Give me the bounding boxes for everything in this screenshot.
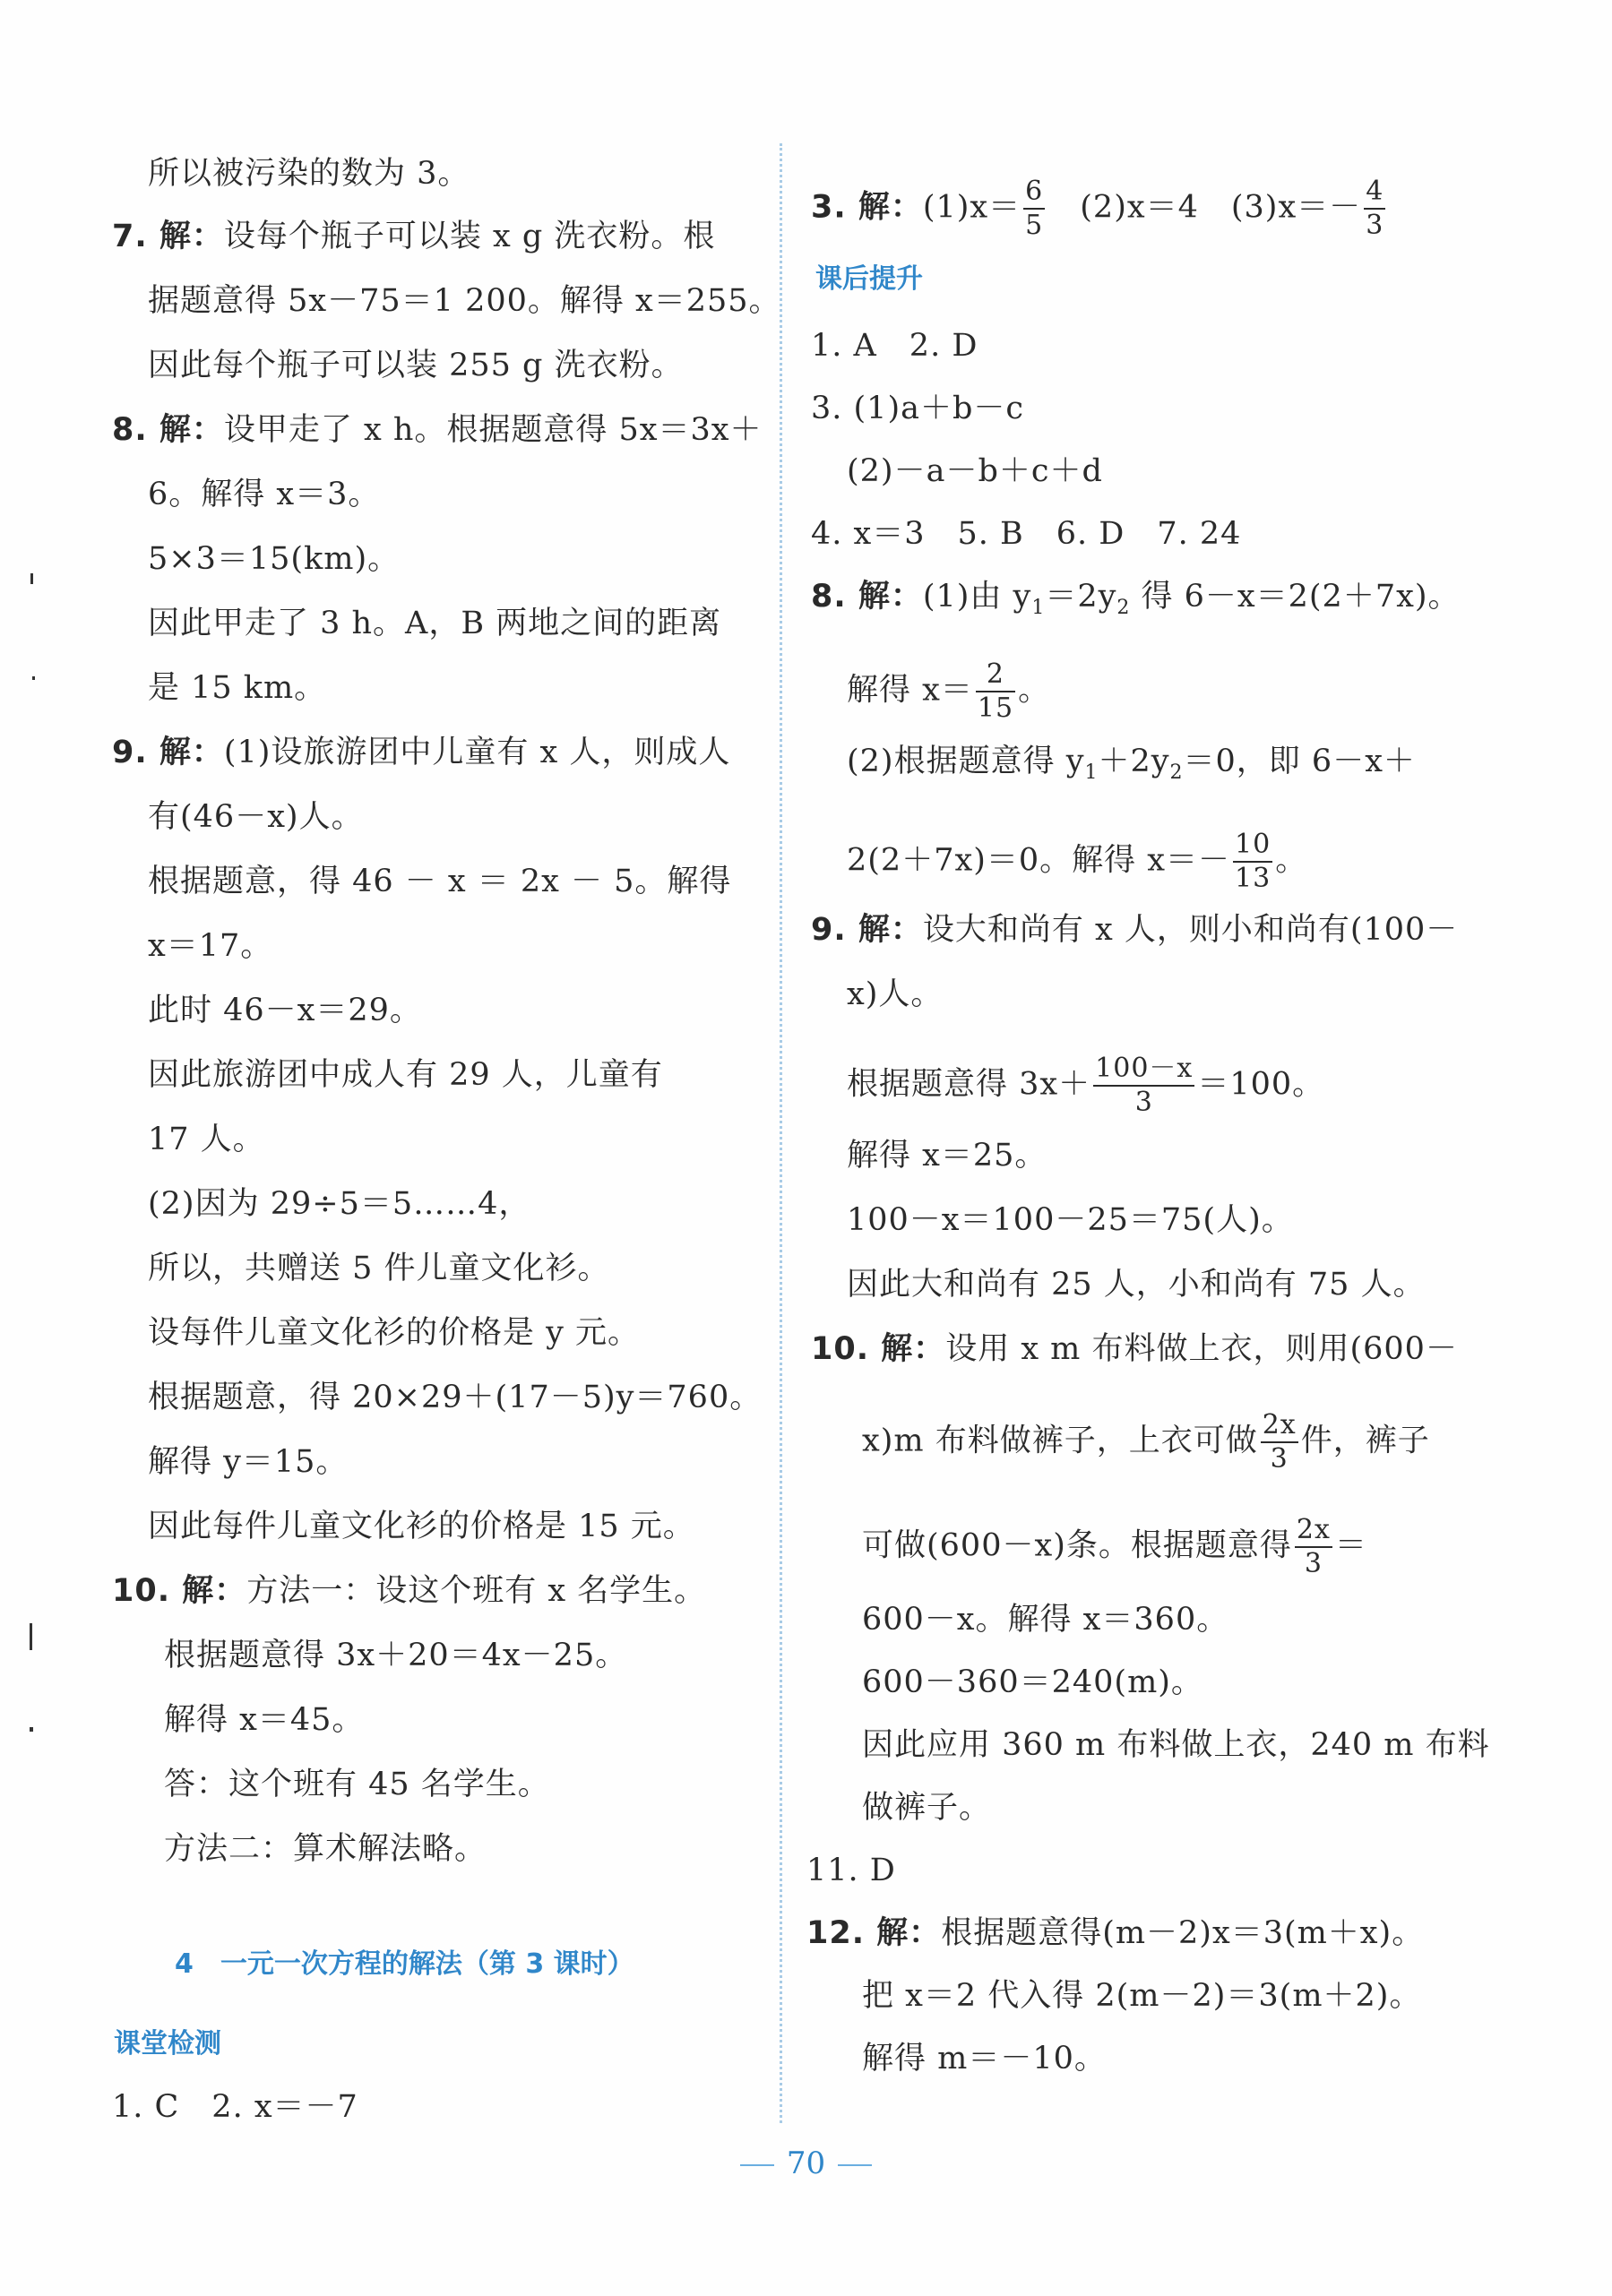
question-12 — [806, 1913, 1424, 1953]
fraction-denominator: 13 — [1235, 863, 1271, 894]
text-line: x＝17。 — [148, 928, 273, 964]
text-line — [862, 1514, 1367, 1580]
column-divider — [780, 143, 782, 2123]
question-10 — [112, 1571, 706, 1611]
text-line: 5×3＝15(km)。 — [148, 541, 401, 577]
question-number: 3. 解： — [811, 189, 923, 226]
lesson-title: 4 一元一次方程的解法（第 3 课时） — [175, 1948, 634, 1980]
page-number-dash — [838, 2164, 872, 2166]
text-line: 所以被污染的数为 3。 — [148, 156, 470, 192]
scan-mark — [30, 1623, 32, 1650]
fraction-denominator: 5 — [1025, 210, 1044, 241]
text-segment: ＝100。 — [1197, 1066, 1325, 1103]
section-heading: 课堂检测 — [114, 2028, 221, 2060]
text-line: 据题意得 5x－75＝1 200。解得 x＝255。 — [148, 283, 781, 319]
fraction — [1023, 176, 1045, 242]
text-line: 3. (1)a＋b－c — [811, 391, 1024, 426]
question-number: 8. 解： — [811, 579, 923, 615]
question-number: 12. 解： — [806, 1915, 942, 1951]
question-9 — [112, 733, 730, 772]
question-8 — [112, 410, 763, 450]
text-line: 所以，共赠送 5 件儿童文化衫。 — [148, 1251, 610, 1286]
text-line: 因此每个瓶子可以装 255 g 洗衣粉。 — [148, 348, 684, 383]
page-number-value: 70 — [786, 2146, 826, 2181]
text-segment: 解得 x＝ — [847, 672, 973, 709]
text-line: 因此每件儿童文化衫的价格是 15 元。 — [148, 1509, 695, 1544]
text-segment: 可做(600－x)条。根据题意得 — [862, 1527, 1292, 1564]
text-segment: (1)由 y — [922, 579, 1032, 615]
text-segment: ＝0，即 6－x＋ — [1183, 744, 1416, 779]
page-number-dash — [740, 2164, 774, 2166]
text-segment: (2)x＝4 (3)x＝－ — [1080, 189, 1362, 226]
text-line: x)人。 — [847, 976, 944, 1012]
fraction-denominator: 15 — [977, 692, 1014, 724]
text-line: 方法二：算术解法略。 — [164, 1831, 487, 1867]
text-line: 答：这个班有 45 名学生。 — [164, 1767, 550, 1802]
text-line: 因此应用 360 m 布料做上衣，240 m 布料 — [862, 1727, 1490, 1763]
scan-mark — [30, 1727, 33, 1732]
text-segment: 根据题意得(m－2)x＝3(m＋x)。 — [941, 1915, 1425, 1951]
fraction-numerator: 10 — [1233, 829, 1272, 863]
fraction — [1093, 1053, 1194, 1119]
text-line — [847, 1053, 1324, 1119]
text-segment: 得 6－x＝2(2＋7x)。 — [1130, 579, 1461, 615]
text-segment: 设用 x m 布料做上衣，则用(600－ — [945, 1331, 1458, 1367]
text-line: 6。解得 x＝3。 — [148, 477, 381, 512]
fraction — [1233, 829, 1272, 895]
text-segment: 件，裤子 — [1300, 1423, 1430, 1459]
text-line: 根据题意得 3x＋20＝4x－25。 — [164, 1638, 628, 1673]
text-segment: x)m 布料做裤子，上衣可做 — [862, 1423, 1258, 1459]
subscript: 2 — [1116, 597, 1131, 619]
text-line: 1. C 2. x＝－7 — [112, 2089, 358, 2125]
fraction-denominator: 3 — [1304, 1548, 1323, 1579]
fraction — [976, 658, 1015, 725]
fraction — [1295, 1514, 1332, 1580]
text-line: 此时 46－x＝29。 — [148, 993, 422, 1028]
text-line: 17 人。 — [148, 1122, 265, 1157]
text-line: 解得 x＝ $\frac{2}{15}$ 。 — [847, 658, 1051, 724]
text-line: (2)－a－b＋c＋d — [847, 453, 1103, 489]
text-segment: ＝ — [1334, 1527, 1367, 1564]
question-10 — [811, 1329, 1458, 1369]
text-line: 根据题意，得 46 － x ＝ 2x － 5。解得 — [148, 864, 732, 899]
scan-mark — [32, 676, 35, 680]
subscript: 2 — [1169, 761, 1184, 784]
text-line: 1. A 2. D — [811, 328, 978, 364]
fraction-numerator: 100－x — [1093, 1053, 1194, 1087]
text-line: 解得 y＝15。 — [148, 1444, 349, 1480]
question-3 — [811, 176, 1388, 242]
question-number: 8. 解： — [112, 412, 224, 448]
text-line: 因此旅游团中成人有 29 人，儿童有 — [148, 1057, 663, 1093]
fraction — [1364, 176, 1385, 242]
text-line: 解得 x＝45。 — [164, 1702, 365, 1738]
fraction-numerator: 4 — [1364, 176, 1385, 210]
text-line: 是 15 km。 — [148, 670, 327, 706]
text-line: 解得 x＝25。 — [847, 1138, 1047, 1174]
text-line: 100－x＝100－25＝75(人)。 — [847, 1202, 1294, 1238]
text-line: 因此大和尚有 25 人，小和尚有 75 人。 — [847, 1267, 1426, 1303]
text-segment: ＋2y — [1098, 744, 1170, 779]
fraction-denominator: 3 — [1366, 210, 1384, 241]
text-line: 方法一：设这个班有 x 名学生。 — [246, 1573, 707, 1609]
text-segment: (1)x＝ — [922, 189, 1022, 226]
text-line: 11. D — [806, 1853, 896, 1888]
text-line: (2)因为 29÷5＝5……4， — [148, 1186, 531, 1222]
subscript: 1 — [1084, 761, 1099, 784]
question-number: 10. 解： — [112, 1573, 247, 1609]
text-line: 设每件儿童文化衫的价格是 y 元。 — [148, 1315, 641, 1351]
text-line — [847, 742, 1416, 793]
section-heading: 课后提升 — [815, 263, 923, 295]
text-line: 根据题意，得 20×29＋(17－5)y＝760。 — [148, 1380, 763, 1415]
fraction — [1261, 1409, 1298, 1475]
page-number — [0, 2146, 1612, 2181]
fraction-numerator: 2x — [1261, 1409, 1298, 1443]
text-line: 4. x＝3 5. B 6. D 7. 24 — [811, 516, 1242, 552]
text-line: 把 x＝2 代入得 2(m－2)＝3(m＋2)。 — [862, 1978, 1422, 2014]
question-number: 7. 解： — [112, 219, 224, 254]
fraction-numerator: 2x — [1295, 1514, 1332, 1548]
text-line: 设每个瓶子可以装 x g 洗衣粉。根 — [223, 219, 716, 254]
fraction-denominator: 3 — [1270, 1443, 1289, 1475]
text-segment: 2(2＋7x)＝0。解得 x＝－ — [847, 842, 1230, 879]
scan-mark — [30, 573, 33, 584]
question-number: 10. 解： — [811, 1331, 946, 1367]
text-line: 600－360＝240(m)。 — [862, 1664, 1203, 1700]
text-segment: ＝2y — [1045, 579, 1117, 615]
text-line: (1)设旅游团中儿童有 x 人，则成人 — [223, 735, 731, 770]
question-number: 9. 解： — [112, 735, 224, 770]
text-line: 2(2＋7x)＝0。解得 x＝－ $\frac{10}{13}$ 。 — [847, 829, 1308, 894]
text-line: 设甲走了 x h。根据题意得 5x＝3x＋ — [223, 412, 763, 448]
question-number: 9. 解： — [811, 912, 923, 948]
fraction-numerator: 2 — [976, 658, 1015, 692]
text-line: 600－x。解得 x＝360。 — [862, 1602, 1229, 1638]
text-segment: (2)根据题意得 y — [847, 744, 1085, 779]
text-line: 因此甲走了 3 h。A，B 两地之间的距离 — [148, 606, 722, 641]
text-line — [862, 1409, 1430, 1475]
text-line: 解得 m＝－10。 — [862, 2041, 1107, 2077]
question-7 — [112, 217, 715, 256]
text-segment: 根据题意得 3x＋ — [847, 1066, 1091, 1103]
question-9 — [811, 910, 1458, 950]
subscript: 1 — [1031, 597, 1046, 619]
fraction-denominator: 3 — [1134, 1087, 1153, 1118]
fraction-numerator: 6 — [1023, 176, 1045, 210]
text-line: 做裤子。 — [862, 1790, 992, 1826]
question-8 — [811, 577, 1461, 628]
text-segment: 设大和尚有 x 人，则小和尚有(100－ — [922, 912, 1459, 948]
text-line: 有(46－x)人。 — [148, 799, 364, 835]
